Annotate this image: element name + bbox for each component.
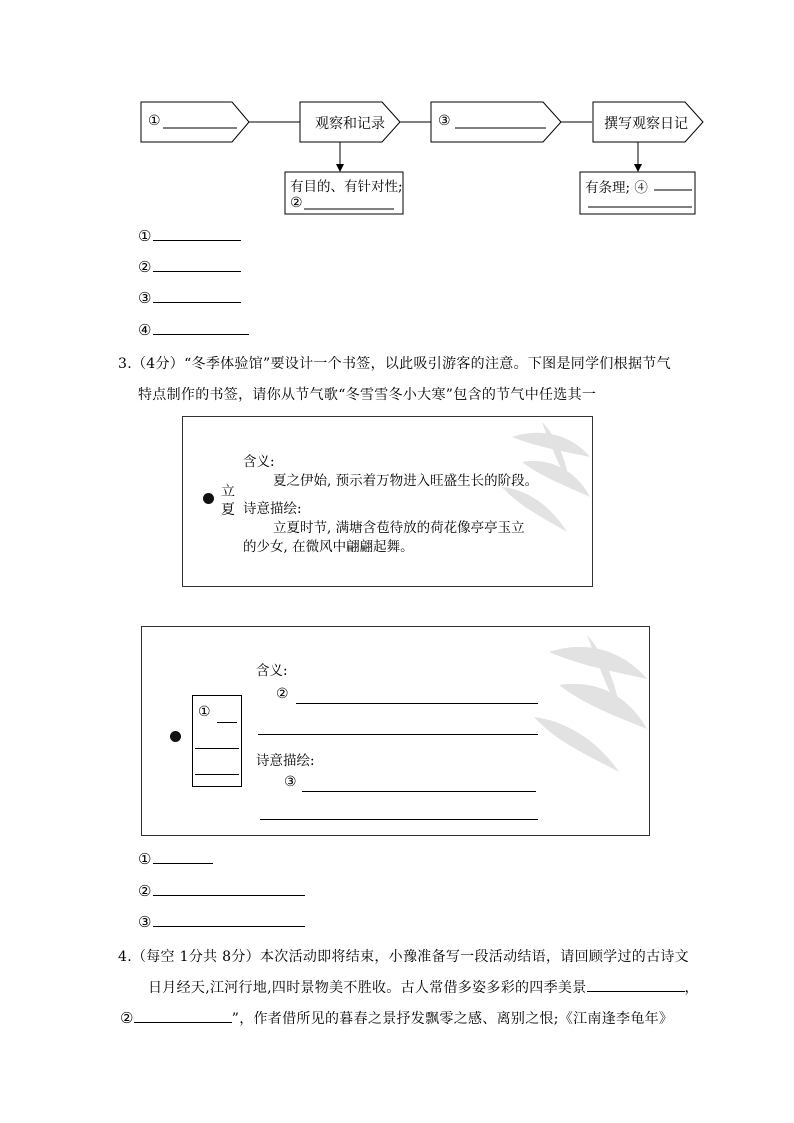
solar-term-char-2: 夏 xyxy=(221,502,235,518)
poetic-label: 诗意描绘: xyxy=(243,501,302,517)
solar-term-char-1: 立 xyxy=(221,484,235,500)
answer-line-1[interactable]: ① xyxy=(138,227,241,245)
answer-line-4[interactable]: ④ xyxy=(138,321,249,339)
q3-answer-line-3[interactable]: ③ xyxy=(138,913,305,931)
q3-answer-line-1[interactable]: ① xyxy=(138,850,213,868)
q3-answer-line-2[interactable]: ② xyxy=(138,882,305,900)
question-3-line-1: 3.（4分）“冬季体验馆”要设计一个书签，以此吸引游客的注意。下图是同学们根据节气 xyxy=(118,356,671,372)
meaning-text: 夏之伊始, 预示着万物进入旺盛生长的阶段。 xyxy=(273,473,539,489)
poetic-label: 诗意描绘: xyxy=(256,753,315,769)
poetic-blank-line-2[interactable] xyxy=(260,819,538,820)
arrow-down-icon xyxy=(634,164,642,172)
bullet-dot-icon xyxy=(170,731,181,742)
poetic-blank-label: ③ xyxy=(284,774,297,790)
flow-sub-1-line1: 有目的、有针对性; xyxy=(290,179,403,195)
meaning-label: 含义: xyxy=(243,454,275,470)
question-4-line-2: 日月经天,江河行地,四时景物美不胜收。古人常借多姿多彩的四季美景 ， xyxy=(148,980,699,996)
flow-box-3-label: ③ xyxy=(438,113,451,129)
q4-blank-2[interactable] xyxy=(134,1021,232,1023)
meaning-label: 含义: xyxy=(256,663,288,679)
question-4-line-3: ② ”，作者借所见的暮春之景抒发飘零之感、离别之恨;《江南逢李龟年》 xyxy=(120,1009,674,1027)
answer-line-3[interactable]: ③ xyxy=(138,289,241,307)
solar-term-input-box[interactable] xyxy=(192,695,242,787)
meaning-blank-label: ② xyxy=(276,686,289,702)
answer-line-2[interactable]: ② xyxy=(138,258,241,276)
solar-term-blank-label: ① xyxy=(198,704,211,720)
flow-sub-2-line1: 有条理; ④ xyxy=(585,180,648,196)
flow-box-2-label: 观察和记录 xyxy=(315,116,385,132)
flow-sub-1-line2: ② xyxy=(290,195,303,211)
bamboo-leaf-decoration xyxy=(509,627,649,777)
poetic-text-line-1: 立夏时节, 满塘含苞待放的荷花像亭亭玉立 xyxy=(273,520,525,536)
q4-blank-1[interactable] xyxy=(587,990,685,992)
meaning-blank-line-2[interactable] xyxy=(258,734,538,735)
meaning-blank-line-1[interactable] xyxy=(296,703,538,704)
bullet-dot-icon xyxy=(203,493,214,504)
blank-bookmark-card xyxy=(141,626,650,836)
poetic-blank-line-1[interactable] xyxy=(302,791,536,792)
poetic-text-line-2: 的少女, 在微风中翩翩起舞。 xyxy=(243,539,414,555)
question-4-line-1: 4.（每空 1分共 8分）本次活动即将结束，小豫准备写一段活动结语，请回顾学过的古诗文 xyxy=(118,949,689,965)
flow-box-4-label: 撰写观察日记 xyxy=(604,116,688,132)
example-bookmark-card xyxy=(182,416,593,587)
question-3-line-2: 特点制作的书签，请你从节气歌“冬雪雪冬小大寒”包含的节气中任选其一 xyxy=(138,387,597,403)
arrow-down-icon xyxy=(336,164,344,172)
flow-box-1-label: ① xyxy=(148,113,161,129)
